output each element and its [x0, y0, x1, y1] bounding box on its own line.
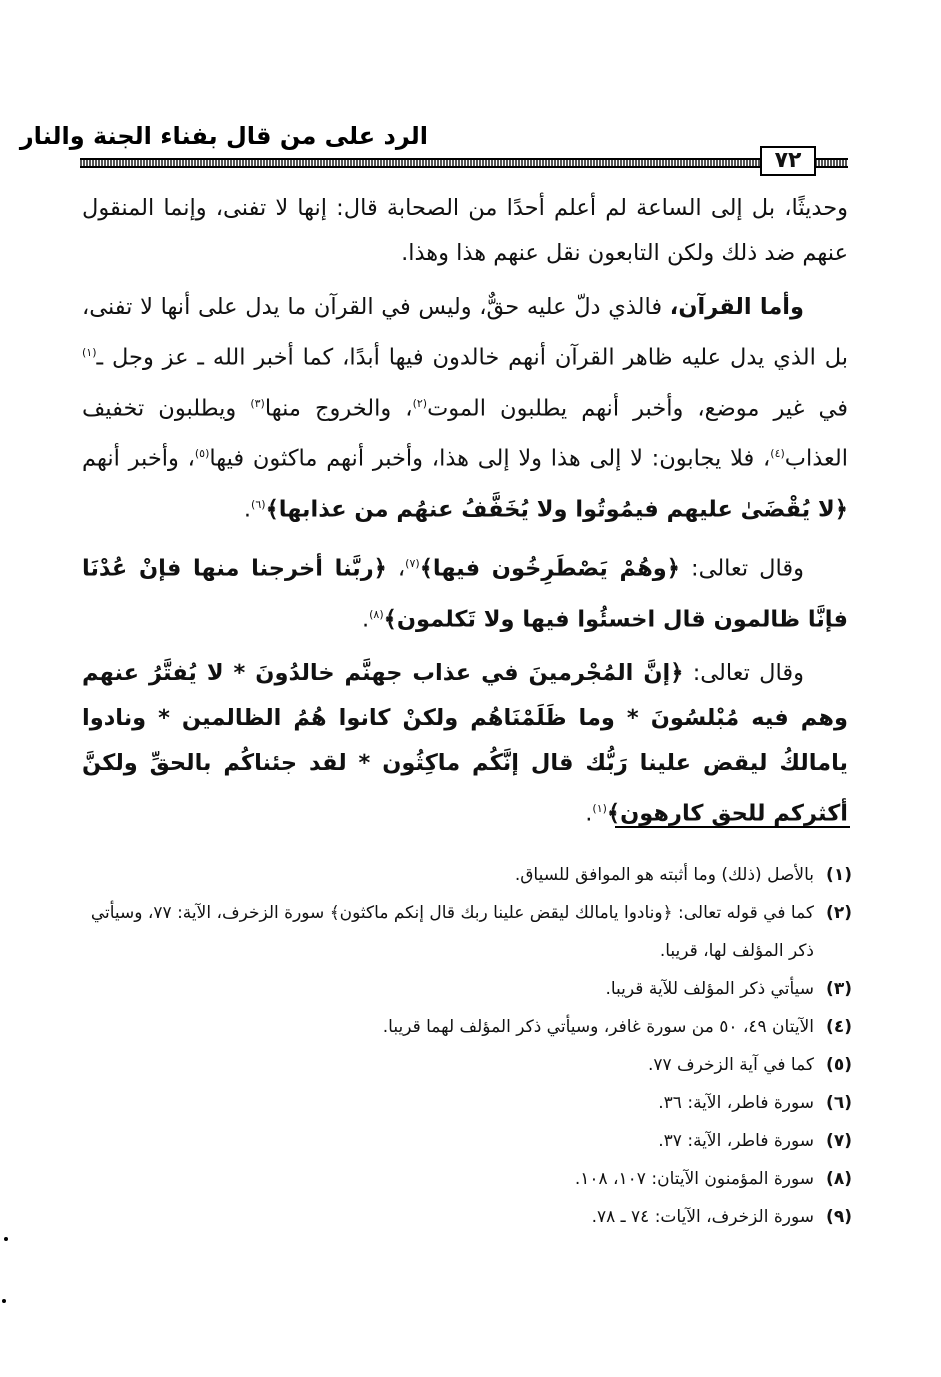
footnote-number: (٧) — [826, 1131, 852, 1151]
scan-speck — [2, 1299, 6, 1303]
paragraph-4-lead: وقال تعالى: — [683, 660, 805, 686]
paragraph-2-text-a: فالذي دلّ عليه حقٌّ، وليس في القرآن ما يدل على أنها لا تفنى، بل الذي يدل عليه ظاهر القرآن أنهم خالدون فيها أبدًا، كما أخبر الله ـ عز وجل ـ — [82, 294, 848, 371]
footnote-item — [82, 970, 852, 1008]
quran-quote-muminun: ﴿ربَّنا أخرجنا منها فإنْ عُدْنَا فإنَّا ظالمون قال اخسئُوا فيها ولا تَكلمون﴾ — [82, 555, 848, 632]
footnote-text: كما في قوله تعالى: ﴿ونادوا يامالك ليقض علينا ربك قال إنكم ماكثون﴾ سورة الزخرف، الآية: ٧٧، وسيأتي ذكر المؤلف لها، قريبا. — [90, 903, 814, 961]
footnote-text: سورة الزخرف، الآيات: ٧٤ ـ ٧٨. — [591, 1207, 814, 1227]
footnote-number: (٢) — [826, 903, 852, 923]
footnote-ref-4[interactable]: (٤) — [770, 447, 785, 460]
footnote-ref-2[interactable]: (٢) — [412, 396, 428, 410]
footnote-item — [82, 1160, 852, 1198]
footnote-number: (٩) — [826, 1207, 852, 1227]
paragraph-3-end: . — [361, 606, 370, 632]
quran-quote-zukhruf: ﴿إنَّ المُجْرمينَ في عذاب جهنَّم خالدُونَ * لا يُفتَّرُ عنهم وهم فيه مُبْلسُونَ * وما ظَلَمْنَاهُم ولكنْ كانوا هُمُ الظالمين * ونادوا يامالكُ ليقض علينا رَبُّك قال إنَّكُم ماكِثُون * لقد جئناكُم بالحقِّ ولكنَّ أكثركم للحق كارهون﴾ — [82, 660, 848, 827]
footnote-text: كما في آية الزخرف ٧٧. — [647, 1055, 814, 1075]
paragraph-2-text-c: ، والخروج منها — [264, 395, 413, 421]
paragraph-2-text-b: في غير موضع، وأخبر أنهم يطلبون الموت — [427, 395, 848, 421]
paragraph-4-end: . — [585, 800, 593, 827]
footnote-item — [82, 1046, 852, 1084]
footnotes-list — [82, 856, 852, 1236]
footnote-item — [82, 1198, 852, 1236]
footnote-number: (٥) — [826, 1055, 852, 1075]
footnote-text: بالأصل (ذلك) وما أثبته هو الموافق للسياق. — [514, 865, 814, 885]
footnote-number: (١) — [826, 865, 852, 885]
footnote-text: سورة فاطر، الآية: ٣٧. — [658, 1131, 814, 1151]
footnote-text: الآيتان ٤٩، ٥٠ من سورة غافر، وسيأتي ذكر المؤلف لهما قريبا. — [382, 1017, 814, 1037]
footnote-ref-3[interactable]: (٣) — [250, 396, 265, 410]
paragraph-3-lead: وقال تعالى: — [679, 555, 804, 582]
footnote-ref-1[interactable]: (١) — [82, 346, 97, 359]
paragraph-3 — [82, 541, 848, 642]
paragraph-2 — [82, 285, 848, 532]
paragraph-1: وحديثًا، بل إلى الساعة لم أعلم أحدًا من الصحابة قال: إنها لا تفنى، وإنما المنقول عنهم ضد ذلك ولكن التابعون نقل عنهم هذا وهذا. — [82, 195, 848, 266]
footnote-number: (٣) — [826, 979, 852, 999]
page-number: ٧٢ — [760, 146, 816, 176]
footnote-ref-5[interactable]: (٥) — [194, 447, 210, 460]
paragraph-2-end: . — [243, 496, 252, 522]
footnote-number: (٤) — [826, 1017, 852, 1037]
quran-quote-fatir-36: ﴿لا يُقْضَىٰ عليهم فيمُوتُوا ولا يُخَفَّفُ عنهُم من عذابها﴾ — [265, 496, 848, 522]
paragraph-4 — [82, 651, 848, 837]
footnote-text: سورة فاطر، الآية: ٣٦. — [658, 1093, 814, 1113]
footnote-ref-9[interactable]: (١) — [592, 802, 607, 815]
footnote-item — [82, 856, 852, 894]
footnote-item — [82, 1084, 852, 1122]
footnote-ref-8[interactable]: (٨) — [369, 607, 384, 621]
running-header-title: الرد على من قال بفناء الجنة والنار — [19, 122, 428, 150]
footnote-separator — [615, 826, 850, 828]
footnote-item — [82, 894, 852, 970]
footnote-ref-7[interactable]: (٧) — [405, 557, 420, 570]
paragraph-3-sep: ، — [386, 555, 406, 582]
footnote-text: سورة المؤمنون الآيتان: ١٠٧، ١٠٨. — [574, 1169, 814, 1189]
footnote-ref-6[interactable]: (٦) — [251, 497, 266, 511]
footnote-text: سيأتي ذكر المؤلف للآية قريبا. — [605, 979, 814, 999]
header-rule — [80, 158, 848, 168]
paragraph-2-lead: وأما القرآن، — [669, 294, 804, 320]
quran-quote-fatir-37: ﴿وهُمْ يَصْطَرِخُون فيها﴾ — [419, 555, 680, 582]
main-text — [82, 186, 848, 846]
footnote-item — [82, 1122, 852, 1160]
paragraph-2-text-e: ، فلا يجابون: لا إلى هذا ولا إلى هذا، وأخبر أنهم ماكثون فيها — [209, 445, 771, 472]
footnote-item — [82, 1008, 852, 1046]
paragraph-2-text-f: ، وأخبر أنهم — [82, 445, 195, 472]
footnote-number: (٨) — [826, 1169, 852, 1189]
paragraph-2-text-d: ويطلبون تخفيف العذاب — [82, 395, 848, 472]
scan-speck — [4, 1237, 8, 1241]
footnote-number: (٦) — [826, 1093, 852, 1113]
